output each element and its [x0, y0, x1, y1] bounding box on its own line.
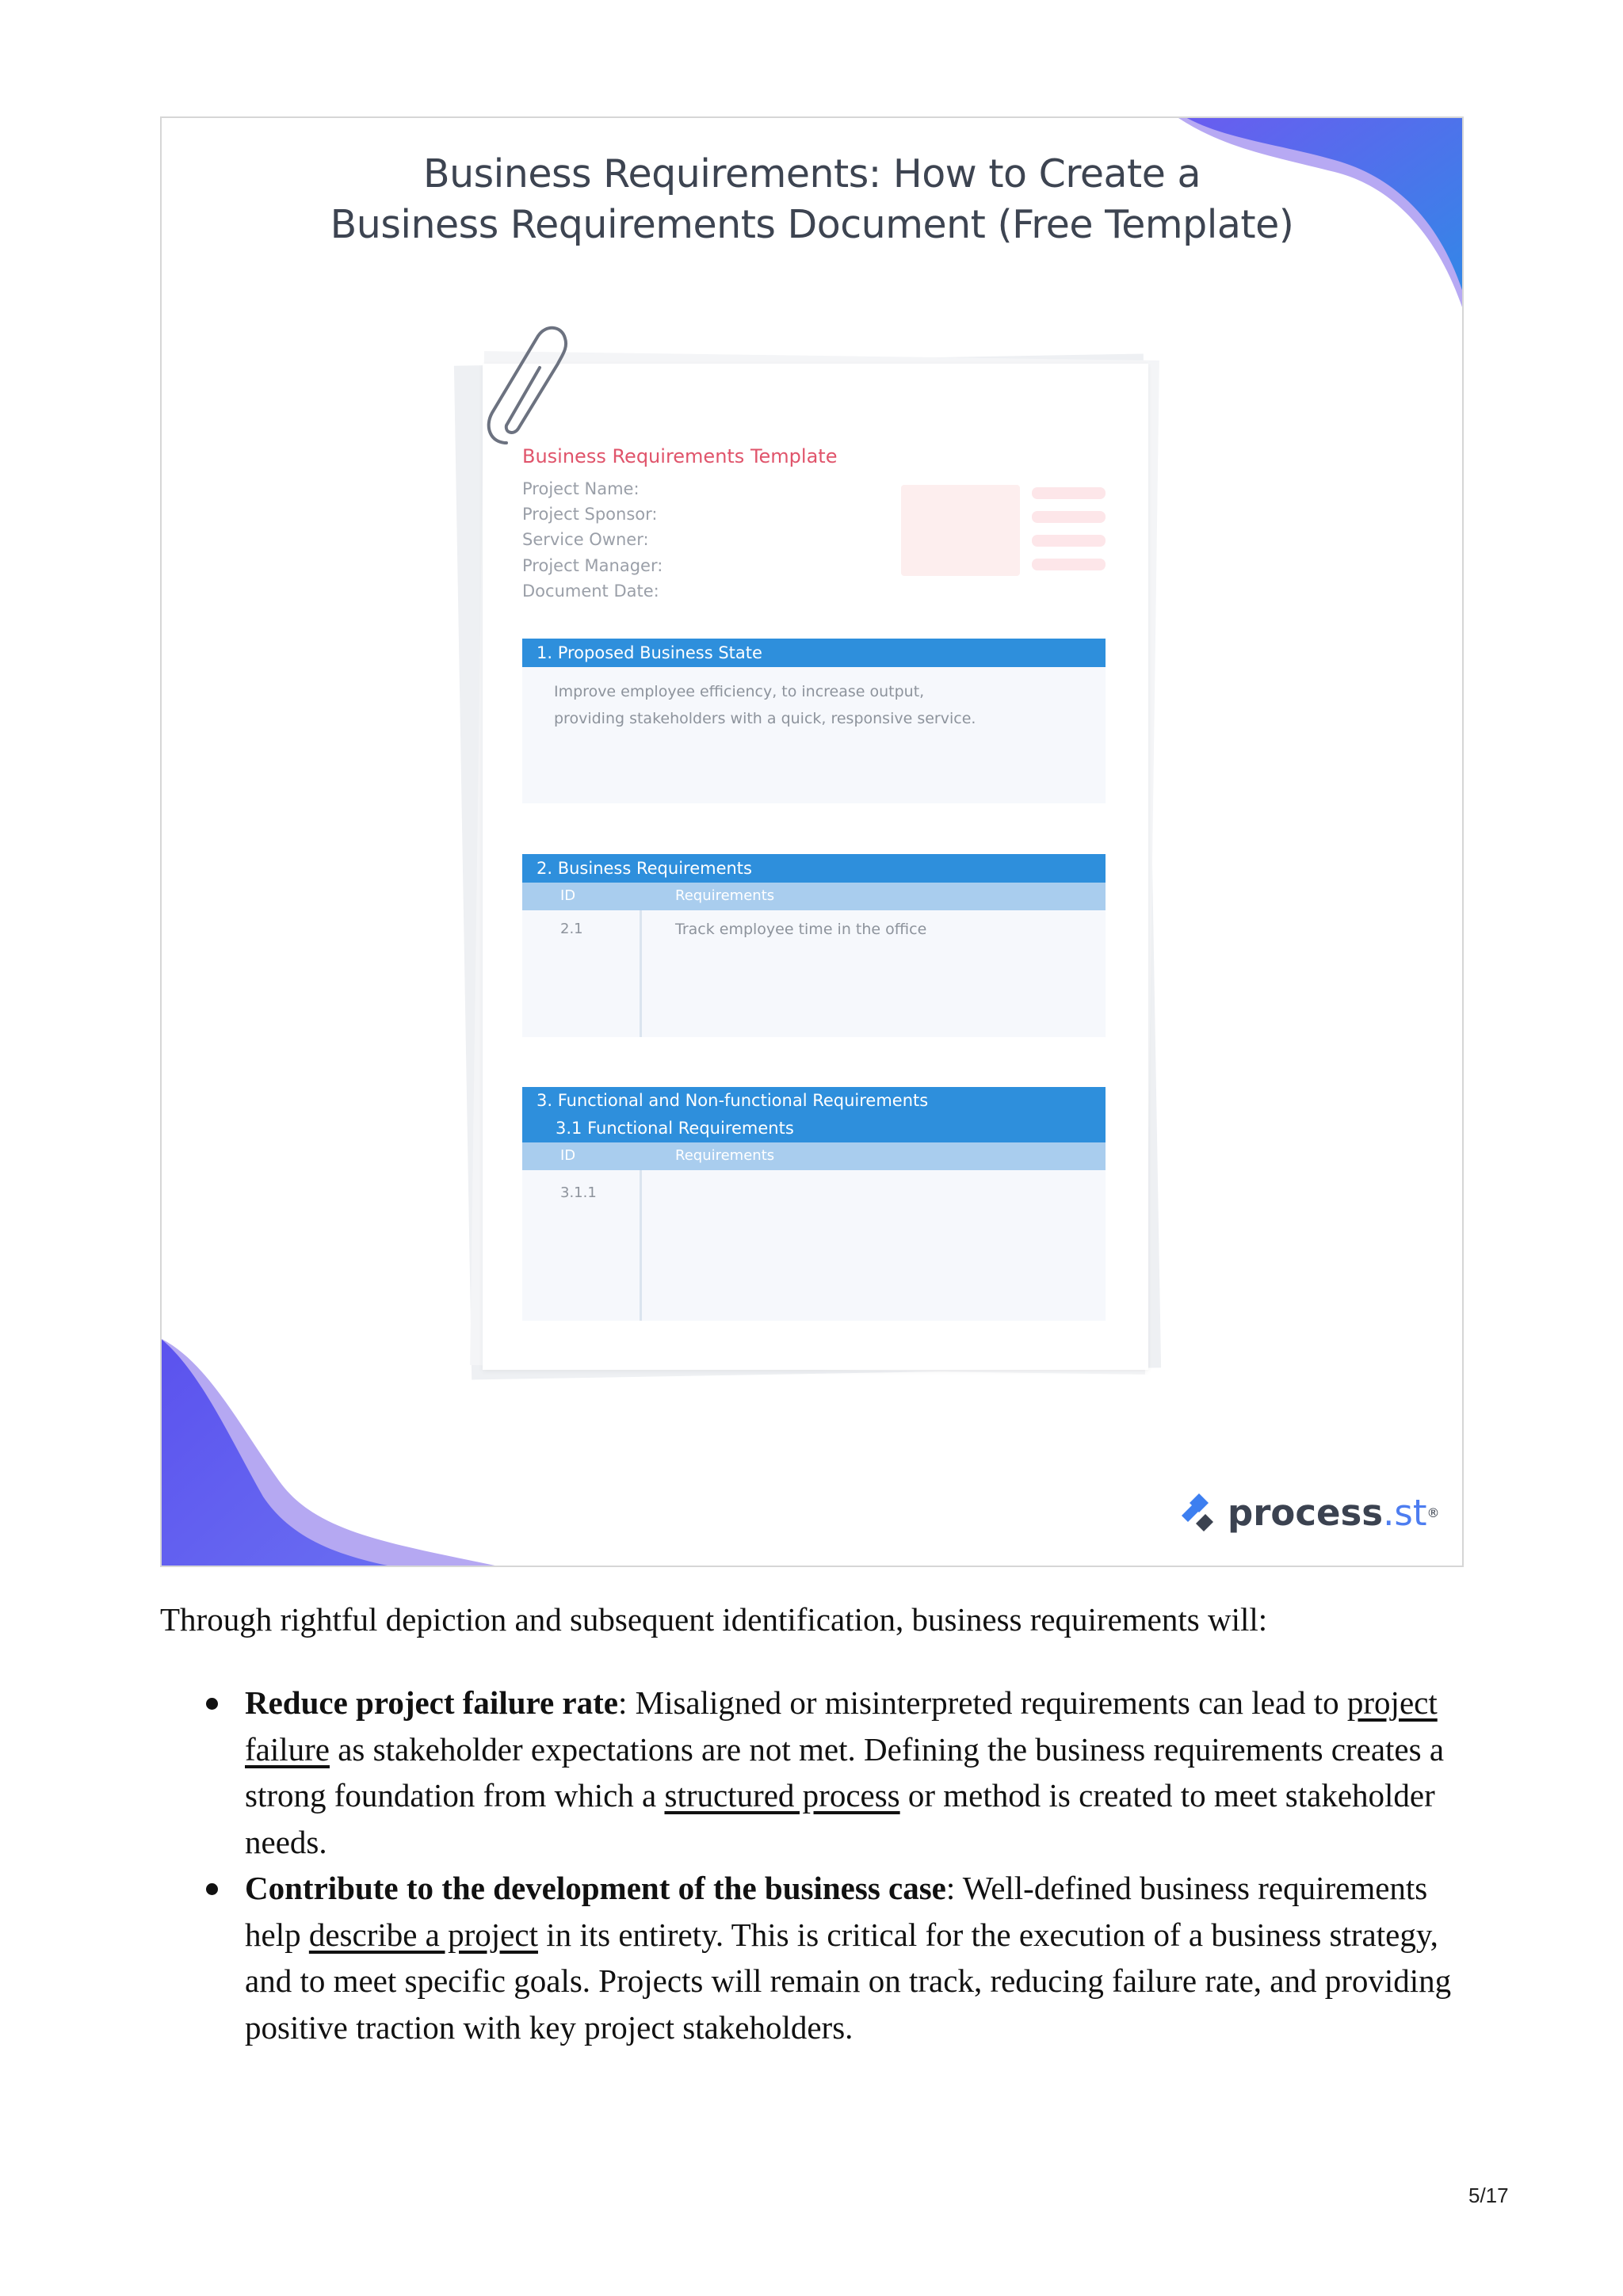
bullet-icon: [206, 1883, 218, 1895]
field-document-date: Document Date:: [522, 582, 659, 601]
hero-image: [160, 116, 1464, 1567]
bullet-text: : Well-defined business requirements help: [245, 1870, 1428, 1953]
section-1-text-line-2: providing stakeholders with a quick, responsive service.: [554, 710, 976, 727]
section-2-col-requirements: Requirements: [675, 887, 775, 904]
placeholder-line: [1032, 535, 1106, 547]
bullet-bold-text: Contribute to the development of the business case: [245, 1870, 946, 1906]
section-3-subheading: 3.1 Functional Requirements: [522, 1115, 1106, 1142]
logo-text: process: [1228, 1491, 1384, 1534]
page-number: 5/17: [1468, 2183, 1509, 2207]
field-project-sponsor: Project Sponsor:: [522, 505, 658, 524]
section-3-panel: [522, 1170, 1106, 1321]
placeholder-line: [1032, 511, 1106, 523]
placeholder-line: [1032, 559, 1106, 570]
section-3-row-id: 3.1.1: [560, 1184, 597, 1201]
placeholder-line: [1032, 487, 1106, 499]
link-describe-a-project[interactable]: describe a project: [308, 1916, 538, 1953]
list-item: [160, 1865, 1476, 2050]
section-3-divider: [640, 1170, 642, 1321]
hero-title-line-2: Business Requirements Document (Free Template): [330, 202, 1294, 247]
section-3-col-requirements: Requirements: [675, 1147, 775, 1164]
paperclip-icon: [483, 324, 570, 451]
section-2-header-row: [522, 883, 1106, 910]
section-2-row-requirement: Track employee time in the office: [675, 921, 927, 938]
process-st-logo: [1178, 1489, 1440, 1536]
logo-suffix: .st: [1383, 1491, 1427, 1534]
section-3-header-row: [522, 1142, 1106, 1170]
section-1-text-line-1: Improve employee efficiency, to increase output,: [554, 683, 925, 700]
bullet-text: or method is created to meet stakeholder needs.: [245, 1777, 1435, 1860]
list-item: [160, 1680, 1476, 1865]
bullet-icon: [206, 1698, 218, 1710]
section-3-heading: 3. Functional and Non-functional Requirements: [522, 1087, 1106, 1115]
section-2-divider: [640, 910, 642, 1037]
bottom-left-corner-decoration: [160, 1338, 525, 1567]
hero-title-line-1: Business Requirements: How to Create a: [422, 151, 1201, 196]
section-3-col-id: ID: [560, 1147, 576, 1164]
bullet-text: : Misaligned or misinterpreted requirements can lead to: [617, 1684, 1347, 1721]
bullet-bold-text: Reduce project failure rate: [245, 1684, 618, 1721]
logo-placeholder: [901, 485, 1020, 576]
section-2-heading: 2. Business Requirements: [522, 854, 1106, 883]
template-title: Business Requirements Template: [522, 445, 838, 467]
field-project-manager: Project Manager:: [522, 556, 663, 575]
field-project-name: Project Name:: [522, 479, 640, 498]
process-st-logo-icon: [1178, 1492, 1218, 1533]
link-structured-process[interactable]: structured process: [664, 1777, 900, 1814]
bullet-text: in its entirety. This is critical for the execution of a business strategy, and to meet specific goals. Projects will remain on track, reducing failure rate, and providing positive traction with key project stakeholders.: [245, 1916, 1452, 2046]
intro-paragraph: Through rightful depiction and subsequent identification, business requirements will:: [160, 1601, 1268, 1638]
benefits-list: [160, 1680, 1476, 2050]
section-2-row-id: 2.1: [560, 921, 583, 937]
field-service-owner: Service Owner:: [522, 530, 649, 549]
link-project-failure[interactable]: project failure: [245, 1684, 1438, 1768]
section-1-heading: 1. Proposed Business State: [522, 639, 1106, 667]
logo-registered-mark: ®: [1426, 1505, 1440, 1520]
section-2-col-id: ID: [560, 887, 576, 904]
bullet-text: as stakeholder expectations are not met. Defining the business requirements creates a strong foundation from which a: [245, 1730, 1445, 1814]
